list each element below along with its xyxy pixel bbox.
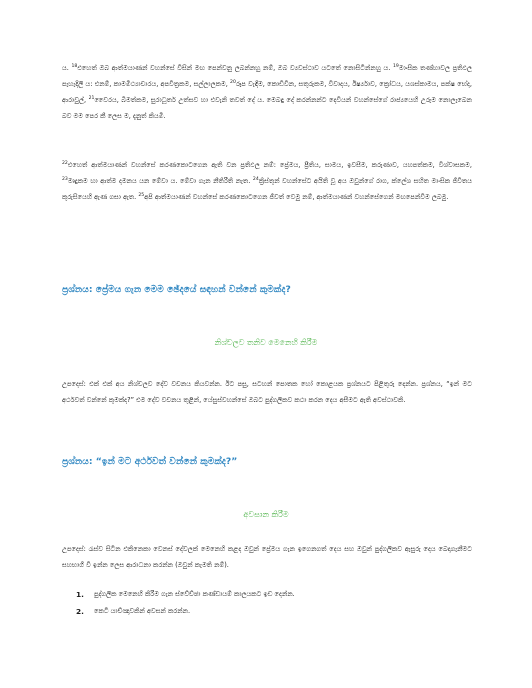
verse-number: 19 bbox=[392, 63, 399, 69]
text-run: වෛරය, බීමත්කම, සුරාධූර්ත උත්සව හා එවැනි තවත් දේ ය. මෙබඳු දේ කරන්නන්ට දෙවියන් වහන්සේගේ රාජ්‍යයෙහි උරුම නොලැබෙන බව මම පෙර කී ලෙස ම, දැනුත් කියමි. bbox=[62, 96, 472, 120]
instructions-paragraph-2: උපදෙස්: රැස්ව සිටින එකිනෙකා වෙනස් දේවලක් මෙනෙහි කළද ඔවුන් ප්‍රේමය ගැන ඉගෙනගත් දෙය සහ ඔවුන් පුද්ගලිකව ඇසුරු දෙය බෙදාගැනීමට සහභාගී වී ඉන්න ලෙස ආරාධනා කරන්න (ඔවුන් කැමති නම්). bbox=[62, 545, 472, 569]
verse-number: 24 bbox=[252, 176, 259, 182]
text-run: අපි ආත්මයාණන් වහන්සේ කරණකොටගෙන ජීවත් වෙමු නම්, ආත්මයාණන් වහන්සේගෙන් මඟපෙන්වීම ලබමු. bbox=[144, 193, 449, 201]
section-heading-closing: අවසාන කිරීම bbox=[243, 510, 289, 519]
text-run: ක්‍රිස්තුන් වහන්සේට අයිති වූ අය ඔවුන්ගේ රාග, ක්ලේශ සහිත මාංසික ජීවිතය කුරුසියෙහි ඇණ ගසා ඇත. bbox=[62, 177, 472, 201]
list-item bbox=[76, 603, 476, 620]
scripture-paragraph-1 bbox=[62, 60, 472, 124]
section-heading-silent-reflection: නිශ්චලව තනිව මෙනෙහි කිරීම bbox=[214, 338, 318, 347]
list-item bbox=[76, 586, 476, 603]
text-run: මෘදුකම හා ආත්ම දමනය යන මේවා ය. මේවා ගැන නීතිරීති නැත. bbox=[67, 177, 253, 185]
closing-steps-list bbox=[76, 586, 476, 620]
scripture-paragraph-2 bbox=[62, 157, 472, 205]
verse-number: 23 bbox=[62, 176, 68, 182]
verse-number: 25 bbox=[138, 192, 145, 198]
verse-number: 21 bbox=[88, 95, 95, 101]
list-item-text: පුද්ගලික මෙනෙහි කිරීම ගැන ස්වේච්ඡා කණ්ඩායම් කාලයකට ඉඩ දෙන්න. bbox=[94, 590, 295, 598]
text-run: ය. bbox=[62, 64, 72, 72]
text-run: එහෙත් ආත්මයාණන් වහන්සේ කරණකොටගෙන ඇති වන ප්‍රතිඵල නම්: ප්‍රේමය, ප්‍රීතිය, සාමය, ඉවසීම, කරුණාව, යහපත්කම, විශ්වාසකම, bbox=[67, 161, 472, 169]
text-run: රූප වැඳීම, කොඩිවින, සතුරුකම, විවාදය, ඊර්ෂ්‍යාව, ක්‍රෝධය, යශස්කාමය, පක්ෂ භේද, ආරාවුල්, bbox=[62, 80, 472, 104]
verse-number: 22 bbox=[62, 160, 68, 166]
text-run: මාංසික තණ්හාවල ප්‍රතිඵල පැහැදිලි ය: එනම්, කාමමිථ්‍යාචාරය, අපවිත්‍රකම, සල්ලාලකම, bbox=[62, 64, 472, 88]
list-item-text: කෙටි යාච්ඤාවකින් අවසන් කරන්න. bbox=[94, 607, 191, 615]
question-heading-2: ප්‍රශ්නය: “ඉන් මට අර්ථවත් වන්නේ කුමක්ද?” bbox=[62, 456, 238, 467]
question-heading-1: ප්‍රශ්නය: ප්‍රේමය ගැන මෙම ඡේදයේ සඳහන් වන්නේ කුමක්ද? bbox=[62, 284, 291, 295]
list-number: 1. bbox=[76, 590, 84, 599]
verse-number: 20 bbox=[230, 79, 236, 85]
text-run: එහෙත් ඔබ ආත්මයාණන් වහන්සේ විසින් මඟ පෙන්වනු ලබන්නහු නම්, ඔබ ව්‍යවස්ථාව යටතේ නොසිටින්නහු ය. bbox=[77, 64, 393, 72]
verse-number: 18 bbox=[71, 63, 78, 69]
instructions-paragraph-1: උපදෙස්: එක් එක් අය නිශ්චලව දේව වචනය කියවන්න. ඊට පසු, සටහන් පොතක හෝ කොළයක ප්‍රශ්නයට පිළිතුරු දෙන්න. ප්‍රශ්නය, “ඉන් මට අර්ථවත් වන්නේ කුමක්ද?” එම දේව වචනය තුළින්, යේසුස්වහන්සේ ඔබට පුද්ගලිකව කථා කරන දෙය අසීමට ඇති අවස්ථාවකි. bbox=[62, 380, 472, 404]
list-number: 2. bbox=[76, 607, 84, 616]
